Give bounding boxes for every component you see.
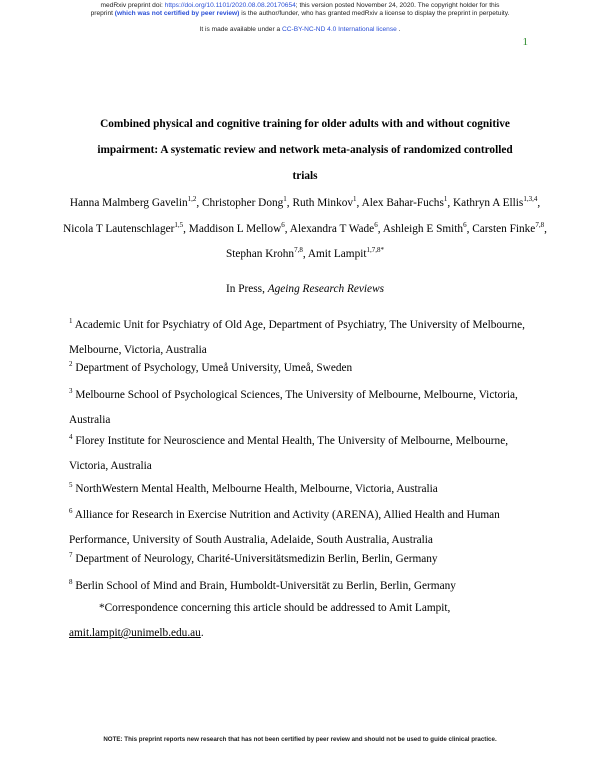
affiliation: $^4$ Florey Institute for Neuroscience and Mental Health, The University of Melbourne, Melbourne, Victoria, Australia xyxy=(69,433,509,472)
paper-title: Combined physical and cognitive training for older adults with and without cognitive impairment: A systematic review and network meta-analysis of randomized controlled trials xyxy=(97,118,513,182)
author-list: Hanna Malmberg Gavelin$^{1,2}$, Christopher Dong$^1$, Ruth Minkov$^1$, Alex Bahar-Fuchs$^1$, Kathryn A Ellis$^{1,3,4}$, Nicola T Lautenschlager$^{1,5}$, Maddison L Mellow$^6$, Alexandra T Wade$^6$, Ashleigh E Smith$^6$, Carsten Finke$^{7,8}$, Stephan Krohn$^{7,8}$, Amit Lampit$^{1,7,8*}$ xyxy=(63,195,547,260)
license-link[interactable]: CC-BY-NC-ND 4.0 International license xyxy=(281,26,397,33)
author: Carsten Finke xyxy=(472,222,536,235)
correspondence: *Correspondence concerning this article should be addressed to Amit Lampit, amit.lampit@unimelb.edu.au. xyxy=(69,602,451,639)
author: Amit Lampit xyxy=(307,248,367,260)
author: Christopher Dong xyxy=(202,197,284,209)
license-line: It is made available under a CC-BY-NC-ND 4.0 International license . xyxy=(199,26,401,33)
author: Ashleigh E Smith xyxy=(382,222,464,235)
affiliation: $^6$ Alliance for Research in Exercise Nutrition and Activity (ARENA), Allied Health and Human Performance, University of South Australia, Adelaide, South Australia, Australia xyxy=(69,507,500,546)
affiliation: $^1$ Academic Unit for Psychiatry of Old Age, Department of Psychiatry, The University of Melbourne, Melbourne, Victoria, Australia xyxy=(69,317,525,356)
email-link[interactable]: amit.lampit@unimelb.edu.au xyxy=(69,627,201,639)
author: Kathryn A Ellis xyxy=(453,197,524,209)
affiliation: $^7$ Department of Neurology, Charité-Universitätsmedizin Berlin, Berlin, Germany xyxy=(69,551,438,565)
in-press-line: In Press, Ageing Research Reviews xyxy=(225,283,385,295)
author: Hanna Malmberg Gavelin xyxy=(69,197,188,209)
author: Stephan Krohn xyxy=(225,248,295,260)
author: Ruth Minkov xyxy=(292,197,354,209)
author: Alex Bahar-Fuchs xyxy=(361,197,444,209)
footer-note: NOTE: This preprint reports new research that has not been certified by peer review and should not be used to guide clinical practice. xyxy=(103,736,497,743)
journal-name: Ageing Research Reviews xyxy=(267,283,385,295)
doi-link[interactable]: https://doi.org/10.1101/2020.08.08.20170654 xyxy=(164,2,296,9)
affiliation: $^2$ Department of Psychology, Umeå University, Umeå, Sweden xyxy=(69,360,353,374)
affiliation: $^8$ Berlin School of Mind and Brain, Humboldt-Universität zu Berlin, Berlin, Germany xyxy=(69,578,456,592)
preprint-header-line2: preprint (which was not certified by peer review) is the author/funder, who has granted medRxiv a license to display the preprint in perpetuity. xyxy=(90,10,510,17)
preprint-header-line1: medRxiv preprint doi: https://doi.org/10.1101/2020.08.08.20170654; this version posted November 24, 2020. The copyright holder for this xyxy=(100,2,500,9)
affiliation: $^5$ NorthWestern Mental Health, Melbourne Health, Melbourne, Victoria, Australia xyxy=(69,481,438,495)
affiliation: $^3$ Melbourne School of Psychological Sciences, The University of Melbourne, Melbourne, Victoria, Australia xyxy=(69,387,518,426)
author: Nicola T Lautenschlager xyxy=(63,222,175,235)
author: Maddison L Mellow xyxy=(188,222,282,235)
author: Alexandra T Wade xyxy=(289,222,375,235)
page-number: 1 xyxy=(522,36,528,48)
